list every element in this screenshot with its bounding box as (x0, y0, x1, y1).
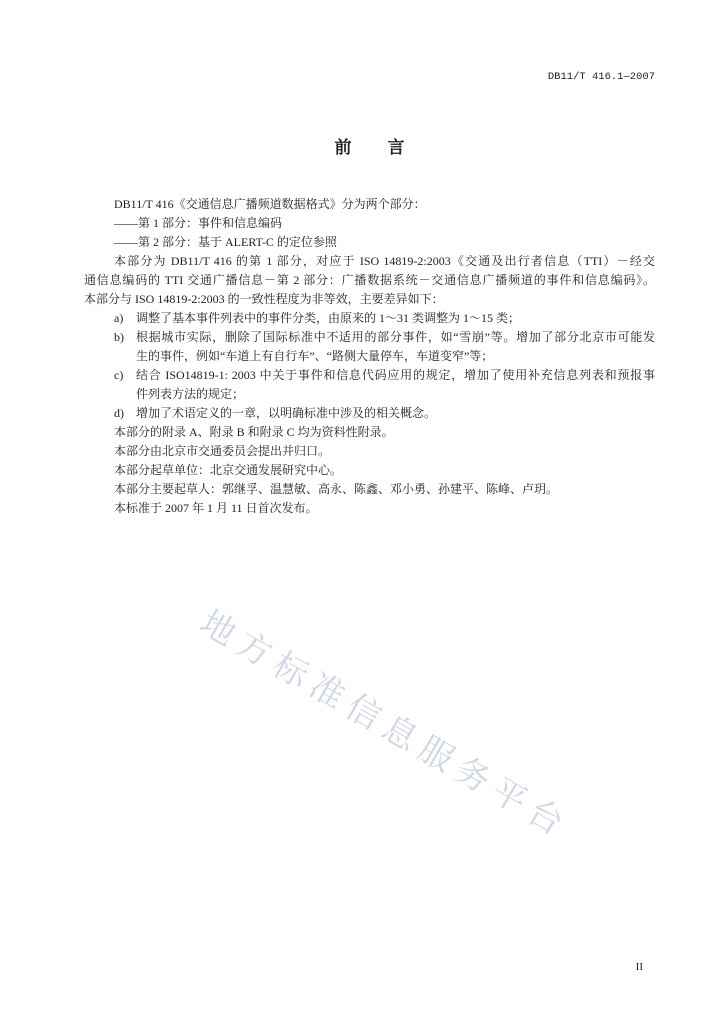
item-text: 结合 ISO14819-1: 2003 中关于事件和信息代码应用的规定，增加了使用补充信息列表和预报事 (136, 368, 655, 382)
consistency-line: 本部分与 ISO 14819-2:2003 的一致性程度为非等效，主要差异如下： (84, 292, 444, 306)
part-2-line: ——第 2 部分：基于 ALERT-C 的定位参照 (114, 235, 337, 249)
intro-line: DB11/T 416《交通信息广播频道数据格式》分为两个部分： (114, 197, 426, 211)
difference-item-c (84, 366, 655, 385)
publication-statement: 本标准于 2007 年 1 月 11 日首次发布。 (114, 501, 318, 515)
difference-item-d (84, 404, 655, 423)
item-text: 调整了基本事件列表中的事件分类，由原来的 1～31 类调整为 1～15 类； (136, 311, 521, 325)
appendix-statement: 本部分的附录 A、附录 B 和附录 C 均为资料性附录。 (114, 425, 394, 439)
correspondence-line-1: 本部分为 DB11/T 416 的第 1 部分，对应于 ISO 14819-2:2003《交通及出行者信息（TTI）－经交 (114, 254, 655, 268)
difference-item-a (84, 309, 655, 328)
item-label: c) (114, 368, 124, 382)
watermark: 地方标准信息服务平台 (193, 602, 577, 848)
document-code: DB11/T 416.1—2007 (547, 71, 655, 83)
correspondence-line-2: 通信息编码的 TTI 交通广播信息－第 2 部分：广播数据系统－交通信息广播频道的事件和信息编码》。 (84, 273, 655, 287)
proposer-statement: 本部分由北京市交通委员会提出并归口。 (114, 444, 331, 458)
preface-body (84, 195, 655, 518)
item-text: 根据城市实际，删除了国际标准中不适用的部分事件，如“雪崩”等。增加了部分北京市可能发 (136, 330, 655, 344)
item-label: b) (114, 330, 124, 344)
difference-item-b (84, 328, 655, 347)
part-1-line: ——第 1 部分：事件和信息编码 (114, 216, 283, 230)
item-text: 增加了术语定义的一章，以明确标准中涉及的相关概念。 (136, 406, 437, 420)
page-number: II (635, 961, 643, 973)
drafting-unit-statement: 本部分起草单位：北京交通发展研究中心。 (114, 463, 343, 477)
item-continuation: 件列表方法的规定； (136, 387, 245, 401)
item-label: d) (114, 406, 124, 420)
item-label: a) (114, 311, 124, 325)
item-continuation: 生的事件，例如“车道上有自行车”、“路侧大量停车，车道变窄”等； (136, 349, 494, 363)
drafters-statement: 本部分主要起草人：郭继孚、温慧敏、高永、陈鑫、邓小勇、孙建平、陈峰、卢玥。 (114, 482, 559, 496)
page-title: 前 言 (334, 138, 405, 158)
